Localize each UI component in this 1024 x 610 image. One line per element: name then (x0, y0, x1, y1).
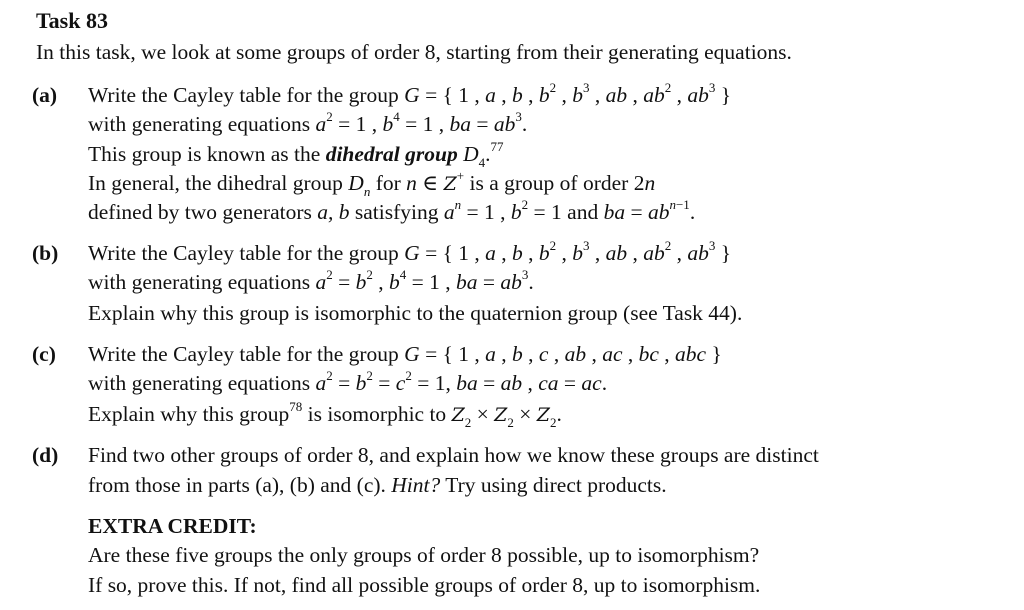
part-b-equations: $a^2 = b^2$ , $b^4 = 1$ , ba = $ab^3$. (315, 266, 534, 294)
part-a-line-4: In general, the dihedral group $D_n$ for n ∈ Z+ is a group of order 2n (88, 167, 656, 200)
part-d-label: (d) (32, 443, 59, 467)
part-a-line-2: with generating equations $a^2 = 1$ , $b^4 = 1$ , ba = $ab^3$. (88, 108, 528, 136)
part-a-equations: $a^2 = 1$ , $b^4 = 1$ , ba = $ab^3$. (315, 108, 528, 136)
footnote-78: 78 (289, 398, 303, 414)
part-c-line-2: with generating equations $a^2 = b^2 = c^2 = 1$, ba = ab , ca = ac. (88, 367, 608, 395)
part-c-line-1: Write the Cayley table for the group G = { 1 , a , b , c , ab , ac , bc , abc } (88, 342, 722, 366)
task-title: Task 83 (36, 8, 108, 33)
part-b-line-1: Write the Cayley table for the group G = { 1 , a , b , $b^2$ , $b^3$ , ab , $ab^2$ , $ab^3$ } (88, 237, 732, 265)
part-a-line-1: Write the Cayley table for the group G = { 1 , a , b , $b^2$ , $b^3$ , ab , $ab^2$ , $ab^3$ } (88, 79, 732, 107)
extra-credit-heading: EXTRA CREDIT: (88, 514, 257, 538)
part-c-group-set: G = { 1 , a , b , c , ab , ac , bc , abc } (404, 342, 722, 366)
part-d-line-2: from those in parts (a), (b) and (c). Hint? Try using direct products. (88, 473, 667, 497)
part-c-equations: $a^2 = b^2 = c^2 = 1$, ba = ab , ca = ac. (315, 367, 608, 395)
footnote-77: 77 (490, 138, 504, 154)
hint-label: Hint? (391, 473, 441, 497)
extra-credit-line-1: Are these five groups the only groups of order 8 possible, up to isomorphism? (88, 543, 760, 567)
part-c-label: (c) (32, 342, 56, 366)
task-intro: In this task, we look at some groups of order 8, starting from their generating equations. (36, 40, 792, 64)
part-b-label: (b) (32, 241, 59, 265)
part-b-line-3: Explain why this group is isomorphic to the quaternion group (see Task 44). (88, 301, 743, 325)
part-d-line-1: Find two other groups of order 8, and explain how we know these groups are distinct (88, 443, 819, 467)
part-c-line-3: Explain why this group$^{78}$ is isomorphic to $Z_2 \times Z_2 \times Z_2$. (88, 398, 562, 431)
extra-credit-line-2: If so, prove this. If not, find all possible groups of order 8, up to isomorphism. (88, 573, 761, 597)
part-b-line-2: with generating equations $a^2 = b^2$ , $b^4 = 1$ , ba = $ab^3$. (88, 266, 534, 294)
part-a-label: (a) (32, 83, 58, 107)
part-a-line-5: defined by two generators a, b satisfying $a^n = 1$ , $b^2 = 1$ and ba = $ab^{n-1}$. (88, 196, 696, 224)
part-a-group-set: G = { 1 , a , b , $b^2$ , $b^3$ , ab , $ab^2$ , $ab^3$ } (404, 79, 732, 107)
dihedral-term: dihedral group (325, 142, 458, 166)
part-a-line-3: This group is known as the dihedral group $D_4.^{77}$ (88, 138, 504, 171)
part-b-group-set: G = { 1 , a , b , $b^2$ , $b^3$ , ab , $ab^2$ , $ab^3$ } (404, 237, 732, 265)
